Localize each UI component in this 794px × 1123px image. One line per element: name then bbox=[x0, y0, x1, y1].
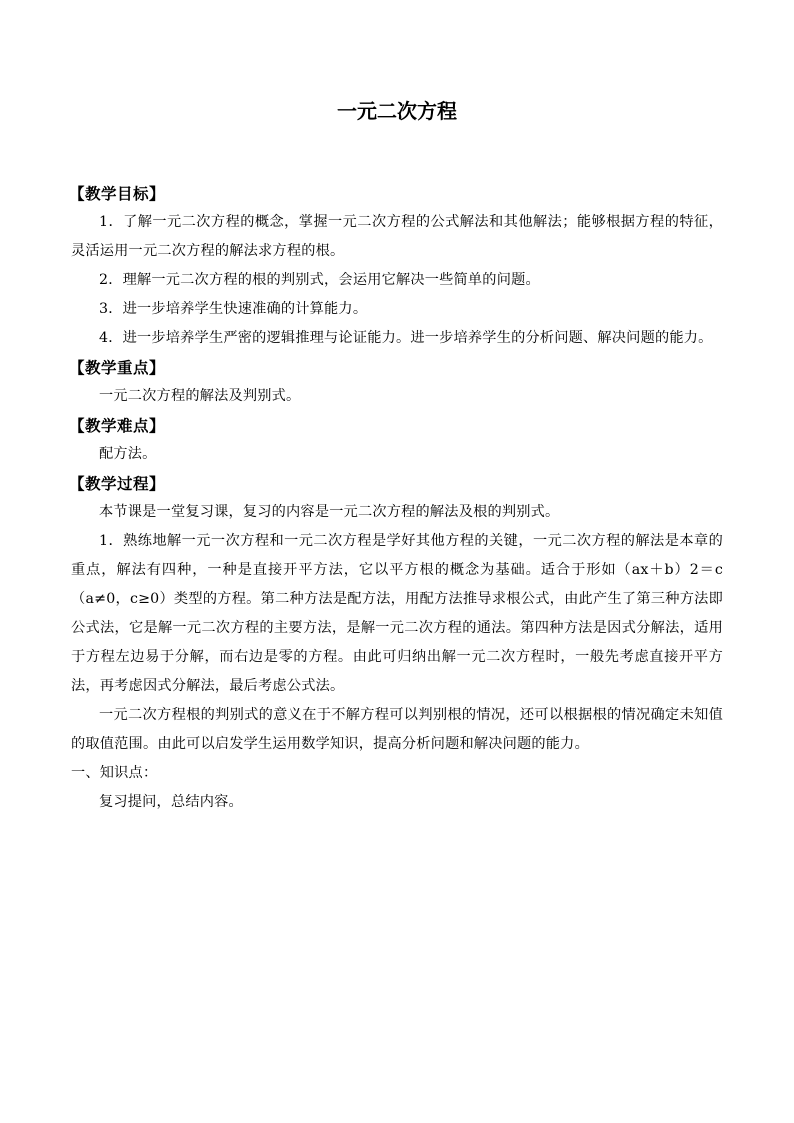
goal-item-1: 1．了解一元二次方程的概念，掌握一元二次方程的公式解法和其他解法；能够根据方程的特征，灵活运用一元二次方程的解法求方程的根。 bbox=[71, 214, 723, 259]
section-heading-process: 【教学过程】 bbox=[69, 474, 166, 493]
process-paragraph-2: 1．熟练地解一元一次方程和一元二次方程是学好其他方程的关键，一元二次方程的解法是本章的重点，解法有四种，一种是直接开平方法，它以平方根的概念为基础。适合于形如（ax＋b）2＝c（a≠0，c≥0）类型的方程。第二种方法是配方法，用配方法推导求根公式，由此产生了第三种方法即公式法，它是解一元二次方程的主要方法，是解一元二次方程的通法。第四种方法是因式分解法，适用于方程左边易于分解，而右边是零的方程。由此可归纳出解一元二次方程时，一般先考虑直接开平方法，再考虑因式分解法，最后考虑公式法。 bbox=[71, 533, 723, 694]
subsection-knowledge-points: 一、知识点： bbox=[71, 765, 158, 781]
document-page bbox=[71, 95, 723, 817]
section-key-points bbox=[71, 353, 723, 411]
document-title: 一元二次方程 bbox=[337, 99, 457, 123]
goal-item-4: 4．进一步培养学生严密的逻辑推理与论证能力。进一步培养学生的分析问题、解决问题的能力。 bbox=[99, 330, 713, 346]
goal-item-3: 3．进一步培养学生快速准确的计算能力。 bbox=[99, 301, 368, 317]
process-paragraph-1: 本节课是一堂复习课，复习的内容是一元二次方程的解法及根的判别式。 bbox=[99, 504, 560, 520]
section-teaching-process bbox=[71, 469, 723, 817]
section-heading-key-points: 【教学重点】 bbox=[69, 358, 166, 377]
section-heading-difficulties: 【教学难点】 bbox=[69, 416, 166, 435]
subsection-text: 复习提问，总结内容。 bbox=[99, 794, 243, 810]
section-heading-goals: 【教学目标】 bbox=[69, 184, 166, 203]
goal-item-2: 2．理解一元二次方程的根的判别式，会运用它解决一些简单的问题。 bbox=[99, 272, 540, 288]
process-paragraph-3: 一元二次方程根的判别式的意义在于不解方程可以判别根的情况，还可以根据根的情况确定未知值的取值范围。由此可以启发学生运用数学知识，提高分析问题和解决问题的能力。 bbox=[71, 707, 723, 752]
section-teaching-goals bbox=[71, 179, 723, 353]
section-difficulties bbox=[71, 411, 723, 469]
difficulties-text: 配方法。 bbox=[99, 446, 157, 462]
key-points-text: 一元二次方程的解法及判别式。 bbox=[99, 388, 301, 404]
